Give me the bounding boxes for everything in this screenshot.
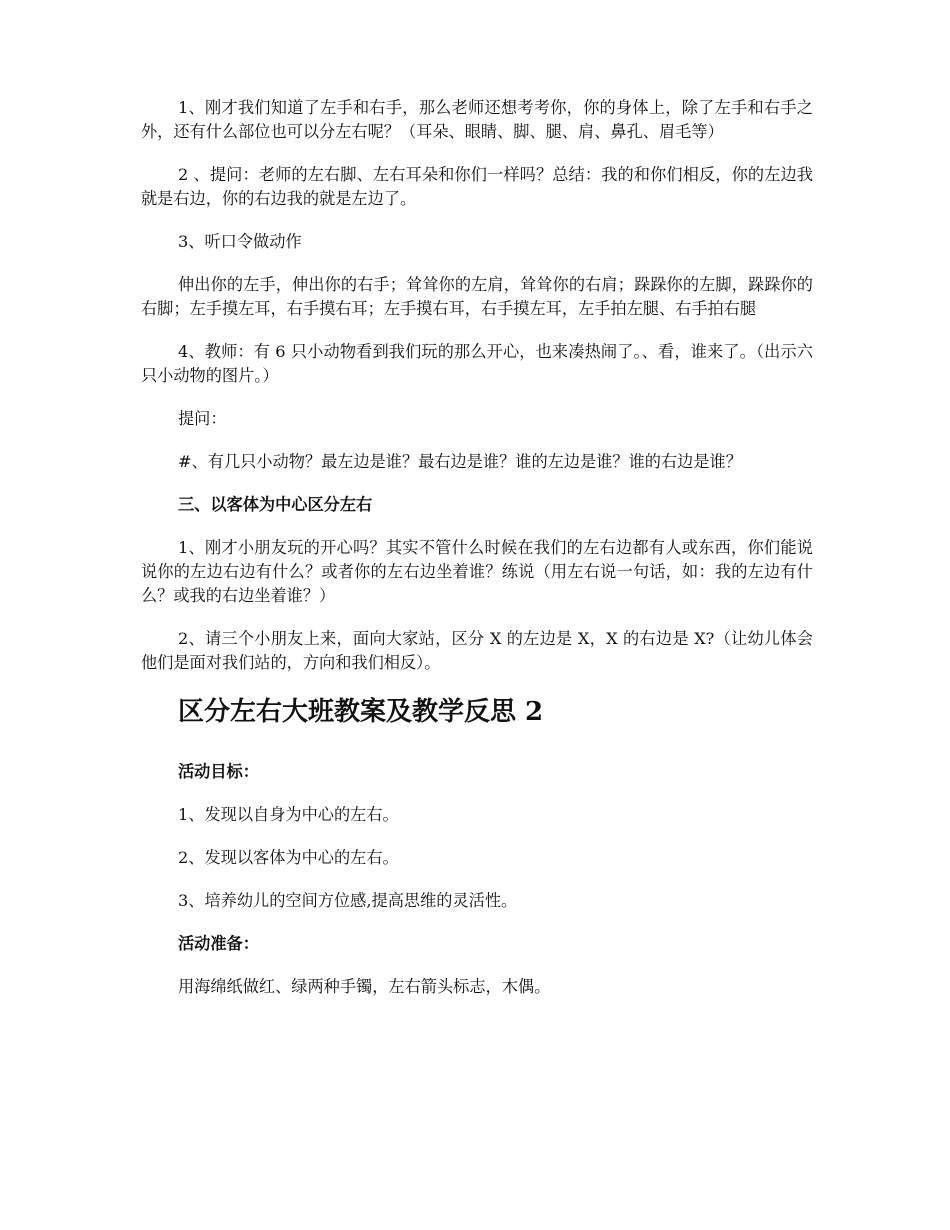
paragraph: 2 、提问：老师的左右脚、左右耳朵和你们一样吗？总结：我的和你们相反，你的左边我就是右边，你的右边我的就是左边了。 (141, 165, 813, 208)
document-page (141, 96, 813, 1018)
paragraph: 伸出你的左手，伸出你的右手；耸耸你的左肩，耸耸你的右肩；跺跺你的左脚，跺跺你的右脚；左手摸左耳，右手摸右耳；左手摸右耳，右手摸左耳，左手拍左腿、右手拍右腿 (141, 275, 813, 318)
goal-item: 2、发现以客体为中心的左右。 (178, 848, 399, 867)
section-heading: 三、以客体为中心区分左右 (178, 495, 373, 514)
paragraph: 3、听口令做动作 (178, 232, 302, 251)
paragraph: #、有几只小动物？最左边是谁？最右边是谁？谁的左边是谁？谁的右边是谁？ (178, 452, 742, 471)
prep-heading: 活动准备： (178, 934, 259, 953)
paragraph: 提问： (178, 409, 227, 428)
goal-item: 1、发现以自身为中心的左右。 (178, 805, 399, 824)
section-title: 区分左右大班教案及教学反思 2 (178, 697, 544, 727)
paragraph: 4、教师：有 6 只小动物看到我们玩的那么开心，也来凑热闹了。、看，谁来了。（出示六只小动物的图片。） (141, 342, 813, 385)
prep-text: 用海绵纸做红、绿两种手镯，左右箭头标志，木偶。 (178, 977, 551, 996)
paragraph: 1、刚才我们知道了左手和右手，那么老师还想考考你，你的身体上，除了左手和右手之外，还有什么部位也可以分左右呢？（耳朵、眼睛、脚、腿、肩、鼻孔、眉毛等） (141, 98, 813, 141)
goals-heading: 活动目标： (178, 762, 259, 781)
paragraph: 2、请三个小朋友上来，面向大家站，区分 X 的左边是 X，X 的右边是 X?（让幼儿体会他们是面对我们站的，方向和我们相反）。 (141, 629, 813, 672)
goal-item: 3、培养幼儿的空间方位感,提高思维的灵活性。 (178, 891, 518, 910)
paragraph: 1、刚才小朋友玩的开心吗？其实不管什么时候在我们的左右边都有人或东西，你们能说说你的左边右边有什么？或者你的左右边坐着谁？练说（用左右说一句话，如：我的左边有什么？或我的右边坐着谁？） (141, 538, 813, 605)
